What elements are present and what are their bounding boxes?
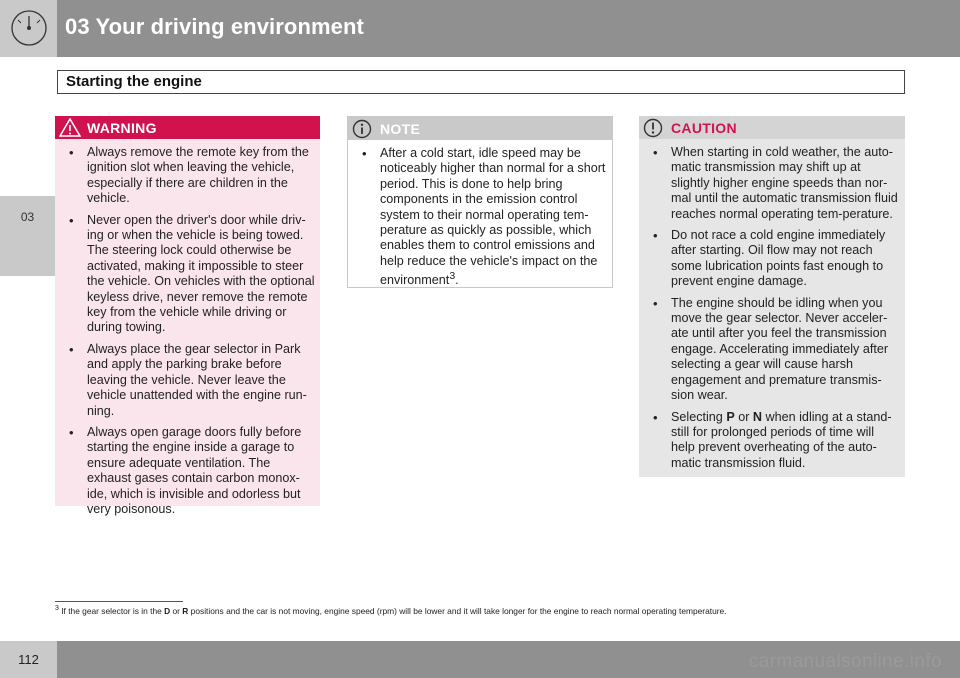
gear-p-label: P bbox=[726, 409, 735, 424]
page-footer bbox=[0, 641, 960, 678]
caution-list bbox=[639, 139, 905, 485]
exclamation-icon bbox=[643, 118, 663, 138]
list-item: • The engine should be idling when you move the gear selector. Never acceler-ate until after you feel the transmission engage. Accelerating immediately after selecting a gear will cause harsh engagement and premature transmis-sion wear. bbox=[653, 296, 901, 404]
list-item bbox=[653, 410, 901, 472]
speedometer-icon bbox=[9, 8, 49, 48]
caution-box bbox=[639, 116, 905, 477]
footnote-number: 3 bbox=[55, 605, 59, 612]
note-text: After a cold start, idle speed may be noticeably higher than normal for a short period. This is done to help bring components in the emission control system to their normal operating tem-perature as quickly as possible, which enables them to control emissions and help reduce the vehicle's impact on the environment bbox=[380, 146, 606, 288]
section-title: Starting the engine bbox=[66, 73, 202, 90]
list-item: • Always remove the remote key from the ignition slot when leaving the vehicle, especially if there are children in the vehicle. bbox=[69, 145, 316, 207]
caution-title: CAUTION bbox=[671, 120, 737, 136]
note-header bbox=[348, 117, 612, 140]
gear-n-label: N bbox=[752, 409, 763, 424]
list-item: • Always open garage doors fully before starting the engine inside a garage to ensure adequate ventilation. The exhaust gases contain carbon monox-ide, which is invisible and odorless but very poisonous. bbox=[69, 425, 316, 517]
gear-r-label: R bbox=[182, 605, 189, 616]
caution-text: or bbox=[734, 409, 753, 424]
left-margin bbox=[0, 57, 57, 678]
list-item: • Never open the driver's door while driv-ing or when the vehicle is being towed. The steering lock could otherwise be activated, making it impossible to steer the vehicle. On vehicles with the optional keyless drive, never remove the remote key from the vehicle while driving or during towing. bbox=[69, 213, 316, 336]
list-item: • Do not race a cold engine immediately after starting. Oil flow may not reach some lubrication points fast enough to prevent engine damage. bbox=[653, 228, 901, 290]
gear-d-label: D bbox=[164, 605, 171, 616]
info-icon bbox=[352, 119, 372, 139]
watermark: carmanualsonline.info bbox=[748, 651, 942, 672]
note-title: NOTE bbox=[380, 121, 421, 137]
caution-text: when idling at a stand-still for prolonged periods of time will help prevent overheating of the auto-matic transmission fluid. bbox=[671, 409, 892, 470]
chapter-side-tab[interactable] bbox=[0, 196, 57, 276]
chapter-header bbox=[0, 0, 960, 57]
header-icon-panel bbox=[0, 0, 57, 57]
warning-triangle-icon bbox=[59, 118, 81, 137]
chapter-title: 03 Your driving environment bbox=[65, 14, 364, 39]
caution-text: Selecting bbox=[671, 409, 727, 424]
footnote-text: or bbox=[170, 605, 183, 616]
caution-header bbox=[639, 116, 905, 139]
footnote-divider bbox=[55, 601, 183, 602]
footnote-marker[interactable]: 3 bbox=[449, 270, 456, 283]
page-number-panel bbox=[0, 641, 57, 678]
list-item: • When starting in cold weather, the auto-matic transmission may shift up at slightly higher engine speeds than nor-mal until the automatic transmission fluid reaches normal operating tem-perature. bbox=[653, 145, 901, 222]
section-title-bar bbox=[57, 70, 905, 94]
warning-title: WARNING bbox=[87, 120, 157, 136]
note-text-end: . bbox=[455, 273, 459, 288]
page-number: 112 bbox=[18, 652, 39, 667]
footnote bbox=[55, 605, 915, 616]
side-tab-label: 03 bbox=[20, 210, 35, 224]
list-item bbox=[362, 146, 608, 289]
footnote-text: If the gear selector is in the bbox=[61, 605, 165, 616]
warning-list bbox=[55, 139, 320, 531]
note-box bbox=[347, 116, 613, 288]
warning-header bbox=[55, 116, 320, 139]
warning-box bbox=[55, 116, 320, 516]
list-item: • Always place the gear selector in Park and apply the parking brake before leaving the vehicle. Never leave the vehicle unattended with the engine run-ning. bbox=[69, 342, 316, 419]
footnote-text: positions and the car is not moving, engine speed (rpm) will be lower and it will take longer for the engine to reach normal operating temperature. bbox=[188, 605, 727, 616]
note-list bbox=[348, 140, 612, 303]
